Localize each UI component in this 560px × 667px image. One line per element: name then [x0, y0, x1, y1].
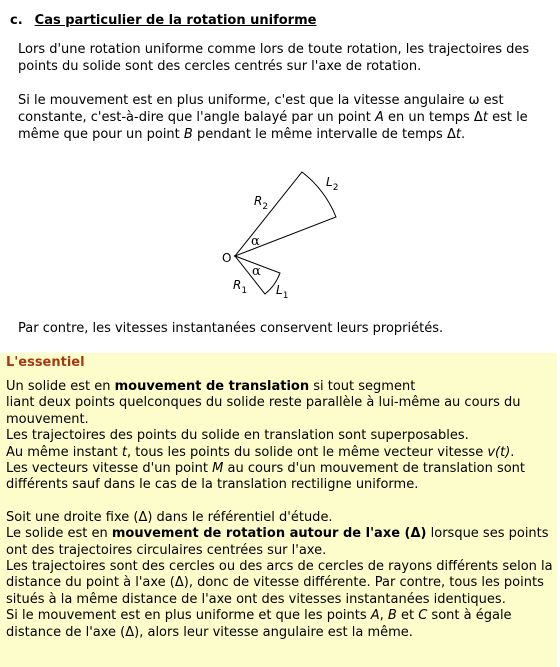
rotation-sectors-diagram — [215, 168, 355, 303]
essentiel-title: L'essentiel — [6, 355, 85, 370]
intro-paragraph-1: Lors d'une rotation uniforme comme lors de toute rotation, les trajectoires des points du solide sont des cercles centrés sur l'axe de rotation. — [18, 42, 530, 74]
translation-velocity: Au même instant t, tous les points du solide ont le même vecteur vitesse v(t). — [6, 444, 515, 460]
rotation-definition: Le solide est en mouvement de rotation autour de l'axe (Δ) lorsque ses points ont des trajectoires circulaires centrées sur l'axe. — [6, 526, 549, 558]
essentiel-box — [0, 353, 557, 667]
essentiel-body — [6, 379, 555, 641]
translation-definition: Un solide est en mouvement de translation si tout segment — [6, 379, 416, 394]
section-title: Cas particulier de la rotation uniforme — [34, 13, 317, 28]
angle-label-small: α — [252, 264, 261, 279]
rotation-uniform: Si le mouvement est en plus uniforme et que les points A, B et C sont à égale distance de l'axe (Δ), alors leur vitesse angulaire est la même. — [6, 608, 512, 640]
section-heading — [10, 13, 316, 28]
arc-2-label: $L_2$ — [326, 175, 339, 193]
arc-1-label: $L_1$ — [276, 283, 289, 301]
radius-2-label: $R_2$ — [254, 194, 269, 212]
angle-label-large: α — [251, 234, 260, 249]
fixed-axis-statement: Soit une droite fixe (Δ) dans le référentiel d'étude. — [6, 509, 333, 525]
translation-velocity-vectors: Les vecteurs vitesse d'un point M au cours d'un mouvement de translation sont différents sauf dans le cas de la translation rectiligne uniforme. — [6, 461, 526, 493]
translation-definition-cont: liant deux points quelconques du solide reste parallèle à lui-même au cours du mouvement. — [6, 395, 521, 427]
intro-paragraph-2: Si le mouvement est en plus uniforme, c'est que la vitesse angulaire ω est constante, c'est-à-dire que l'angle balayé par un point A en un temps Δt est le même que pour un point B pendant le même intervalle de temps Δt. — [18, 93, 528, 142]
spacer — [6, 494, 555, 510]
origin-label: O — [222, 251, 232, 265]
intro-paragraph-3: Par contre, les vitesses instantanées conservent leurs propriétés. — [18, 321, 444, 336]
translation-trajectories: Les trajectoires des points du solide en translation sont superposables. — [6, 428, 469, 444]
section-letter: c. — [10, 13, 23, 28]
radius-1-label: $R_1$ — [233, 278, 248, 296]
rotation-trajectories: Les trajectoires sont des cercles ou des arcs de cercles de rayons différents selon la distance du point à l'axe (Δ), donc de vitesse différente. Par contre, tous les points situés à la même distance de l'axe ont des vitesses instantanées identiques. — [6, 559, 553, 607]
